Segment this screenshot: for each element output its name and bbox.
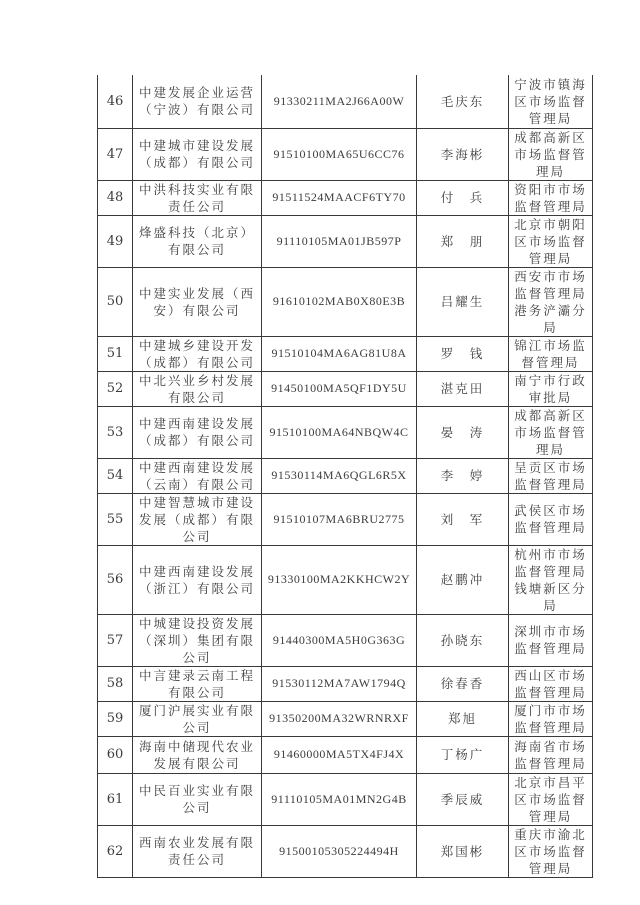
row-number: 49 <box>98 215 133 267</box>
company-name: 中北兴业乡村发展有限公司 <box>133 371 262 406</box>
table-row <box>98 267 593 336</box>
table-row <box>98 736 593 773</box>
table-row <box>98 336 593 371</box>
registration-authority: 杭州市市场监督管理局钱塘新区分局 <box>509 545 593 614</box>
registration-authority: 海南省市场监督管理局 <box>509 736 593 773</box>
company-name: 中洪科技实业有限责任公司 <box>133 180 262 215</box>
row-number: 62 <box>98 825 133 877</box>
row-number: 51 <box>98 336 133 371</box>
company-name: 中民百业实业有限公司 <box>133 773 262 825</box>
credit-code: 91510100MA65U6CC76 <box>262 128 417 180</box>
company-name: 中建城乡建设开发（成都）有限公司 <box>133 336 262 371</box>
company-name: 厦门沪展实业有限公司 <box>133 701 262 736</box>
registration-authority: 西山区市场监督管理局 <box>509 666 593 701</box>
registration-authority: 锦江市场监督管理局 <box>509 336 593 371</box>
credit-code: 91110105MA01JB597P <box>262 215 417 267</box>
credit-code: 91330100MA2KKHCW2Y <box>262 545 417 614</box>
company-name: 中建实业发展（西安）有限公司 <box>133 267 262 336</box>
legal-representative: 刘 军 <box>417 493 509 545</box>
table-row <box>98 614 593 666</box>
registration-authority: 北京市昌平区市场监督管理局 <box>509 773 593 825</box>
registration-authority: 厦门市市场监督管理局 <box>509 701 593 736</box>
credit-code: 91450100MA5QF1DY5U <box>262 371 417 406</box>
row-number: 61 <box>98 773 133 825</box>
row-number: 58 <box>98 666 133 701</box>
registration-authority: 武侯区市场监督管理局 <box>509 493 593 545</box>
row-number: 54 <box>98 458 133 493</box>
registration-authority: 成都高新区市场监督管理局 <box>509 128 593 180</box>
credit-code: 91530112MA7AW1794Q <box>262 666 417 701</box>
company-name: 中建城市建设发展（成都）有限公司 <box>133 128 262 180</box>
registration-authority: 成都高新区市场监督管理局 <box>509 406 593 458</box>
registration-authority: 南宁市行政审批局 <box>509 371 593 406</box>
credit-code: 91610102MAB0X80E3B <box>262 267 417 336</box>
legal-representative: 郑 朋 <box>417 215 509 267</box>
legal-representative: 郑国彬 <box>417 825 509 877</box>
table-row <box>98 215 593 267</box>
registration-authority: 深圳市市场监督管理局 <box>509 614 593 666</box>
company-name: 中城建设投资发展（深圳）集团有限公司 <box>133 614 262 666</box>
company-name: 中建西南建设发展（浙江）有限公司 <box>133 545 262 614</box>
credit-code: 91510107MA6BRU2775 <box>262 493 417 545</box>
legal-representative: 郑旭 <box>417 701 509 736</box>
row-number: 50 <box>98 267 133 336</box>
row-number: 46 <box>98 75 133 128</box>
table-row <box>98 371 593 406</box>
table-row <box>98 128 593 180</box>
table-row <box>98 493 593 545</box>
company-name: 中建智慧城市建设发展（成都）有限公司 <box>133 493 262 545</box>
legal-representative: 徐春香 <box>417 666 509 701</box>
credit-code: 91350200MA32WRNRXF <box>262 701 417 736</box>
legal-representative: 李海彬 <box>417 128 509 180</box>
row-number: 48 <box>98 180 133 215</box>
registration-authority: 宁波市镇海区市场监督管理局 <box>509 75 593 128</box>
company-name: 中建发展企业运营（宁波）有限公司 <box>133 75 262 128</box>
table-row <box>98 773 593 825</box>
credit-code: 91510104MA6AG81U8A <box>262 336 417 371</box>
legal-representative: 付 兵 <box>417 180 509 215</box>
table-row <box>98 666 593 701</box>
company-name: 海南中储现代农业发展有限公司 <box>133 736 262 773</box>
row-number: 57 <box>98 614 133 666</box>
registration-authority: 西安市市场监督管理局港务浐灞分局 <box>509 267 593 336</box>
registration-authority: 资阳市市场监督管理局 <box>509 180 593 215</box>
company-name: 中建西南建设发展（云南）有限公司 <box>133 458 262 493</box>
credit-code: 91500105305224494H <box>262 825 417 877</box>
legal-representative: 季辰威 <box>417 773 509 825</box>
table-row <box>98 825 593 877</box>
registration-authority: 北京市朝阳区市场监督管理局 <box>509 215 593 267</box>
registration-authority: 呈贡区市场监督管理局 <box>509 458 593 493</box>
company-name: 中建西南建设发展（成都）有限公司 <box>133 406 262 458</box>
legal-representative: 毛庆东 <box>417 75 509 128</box>
row-number: 60 <box>98 736 133 773</box>
company-name: 中言建录云南工程有限公司 <box>133 666 262 701</box>
company-name: 西南农业发展有限责任公司 <box>133 825 262 877</box>
row-number: 56 <box>98 545 133 614</box>
row-number: 47 <box>98 128 133 180</box>
row-number: 59 <box>98 701 133 736</box>
credit-code: 91460000MA5TX4FJ4X <box>262 736 417 773</box>
legal-representative: 罗 钱 <box>417 336 509 371</box>
credit-code: 91440300MA5H0G363G <box>262 614 417 666</box>
row-number: 55 <box>98 493 133 545</box>
credit-code: 91330211MA2J66A00W <box>262 75 417 128</box>
table-row <box>98 458 593 493</box>
credit-code: 91510100MA64NBQW4C <box>262 406 417 458</box>
row-number: 52 <box>98 371 133 406</box>
registration-authority: 重庆市渝北区市场监督管理局 <box>509 825 593 877</box>
legal-representative: 孙晓东 <box>417 614 509 666</box>
legal-representative: 吕耀生 <box>417 267 509 336</box>
legal-representative: 赵鹏冲 <box>417 545 509 614</box>
company-table <box>97 75 593 878</box>
legal-representative: 李 婷 <box>417 458 509 493</box>
credit-code: 91530114MA6QGL6R5X <box>262 458 417 493</box>
table-row <box>98 545 593 614</box>
legal-representative: 晏 涛 <box>417 406 509 458</box>
table-row <box>98 180 593 215</box>
legal-representative: 丁杨广 <box>417 736 509 773</box>
table-row <box>98 701 593 736</box>
table-row <box>98 406 593 458</box>
company-name: 烽盛科技（北京）有限公司 <box>133 215 262 267</box>
legal-representative: 湛克田 <box>417 371 509 406</box>
credit-code: 91511524MAACF6TY70 <box>262 180 417 215</box>
table-row <box>98 75 593 128</box>
row-number: 53 <box>98 406 133 458</box>
credit-code: 91110105MA01MN2G4B <box>262 773 417 825</box>
